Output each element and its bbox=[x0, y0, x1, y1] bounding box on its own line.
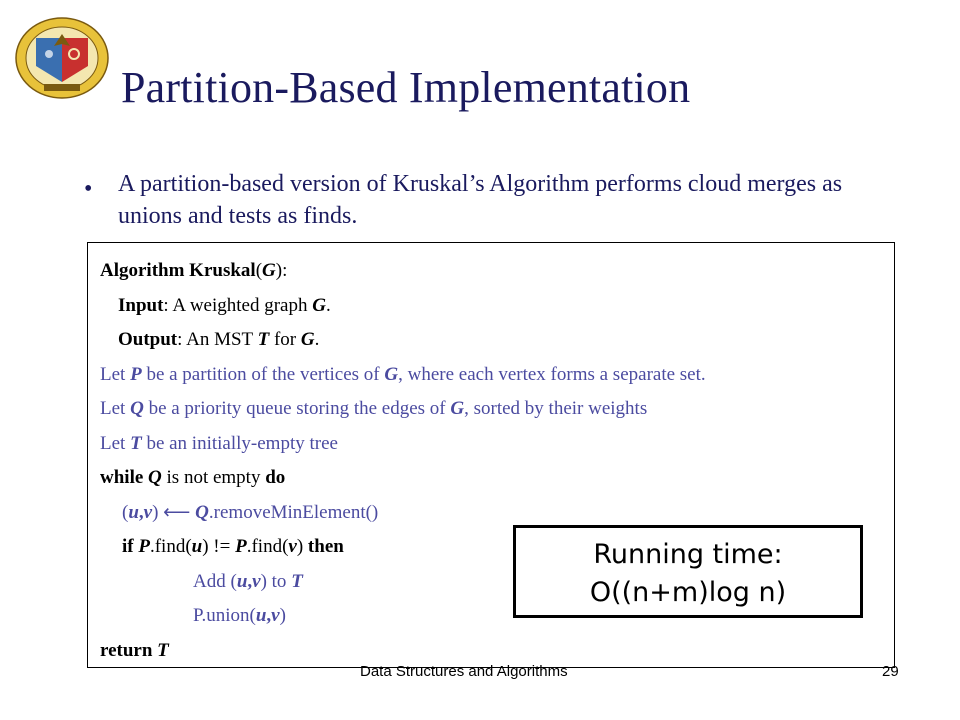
algorithm-line: Add (u,v) to T bbox=[193, 570, 303, 592]
footer-course-name: Data Structures and Algorithms bbox=[360, 663, 568, 680]
algorithm-line: while Q is not empty do bbox=[100, 467, 286, 488]
algorithm-line: Input: A weighted graph G. bbox=[118, 294, 331, 316]
algorithm-line: Let Q be a priority queue storing the edges of G, sorted by their weights bbox=[100, 398, 648, 419]
slide-title: Partition-Based Implementation bbox=[121, 63, 691, 112]
algorithm-line: if P.find(u) != P.find(v) then bbox=[122, 536, 344, 557]
university-seal-icon bbox=[14, 16, 110, 100]
footer-page-number: 29 bbox=[882, 663, 899, 680]
running-time-value: O((n+m)log n) bbox=[589, 577, 787, 608]
algorithm-line: Let T be an initially-empty tree bbox=[100, 432, 338, 454]
algorithm-line: (u,v) ⟵ Q.removeMinElement() bbox=[122, 501, 379, 523]
algorithm-line: P.union(u,v) bbox=[193, 605, 286, 626]
running-time-label: Running time: bbox=[593, 539, 783, 570]
bullet-text: A partition-based version of Kruskal’s Algorithm performs cloud merges as unions and tests as finds. bbox=[118, 171, 843, 229]
algorithm-line: Let P be a partition of the vertices of G, where each vertex forms a separate set. bbox=[100, 363, 706, 385]
bullet-icon: • bbox=[84, 176, 93, 202]
algorithm-line: Algorithm Kruskal(G): bbox=[100, 260, 288, 281]
algorithm-line: Output: An MST T for G. bbox=[118, 329, 320, 350]
running-time-box bbox=[513, 525, 863, 618]
algorithm-line: return T bbox=[100, 639, 169, 661]
